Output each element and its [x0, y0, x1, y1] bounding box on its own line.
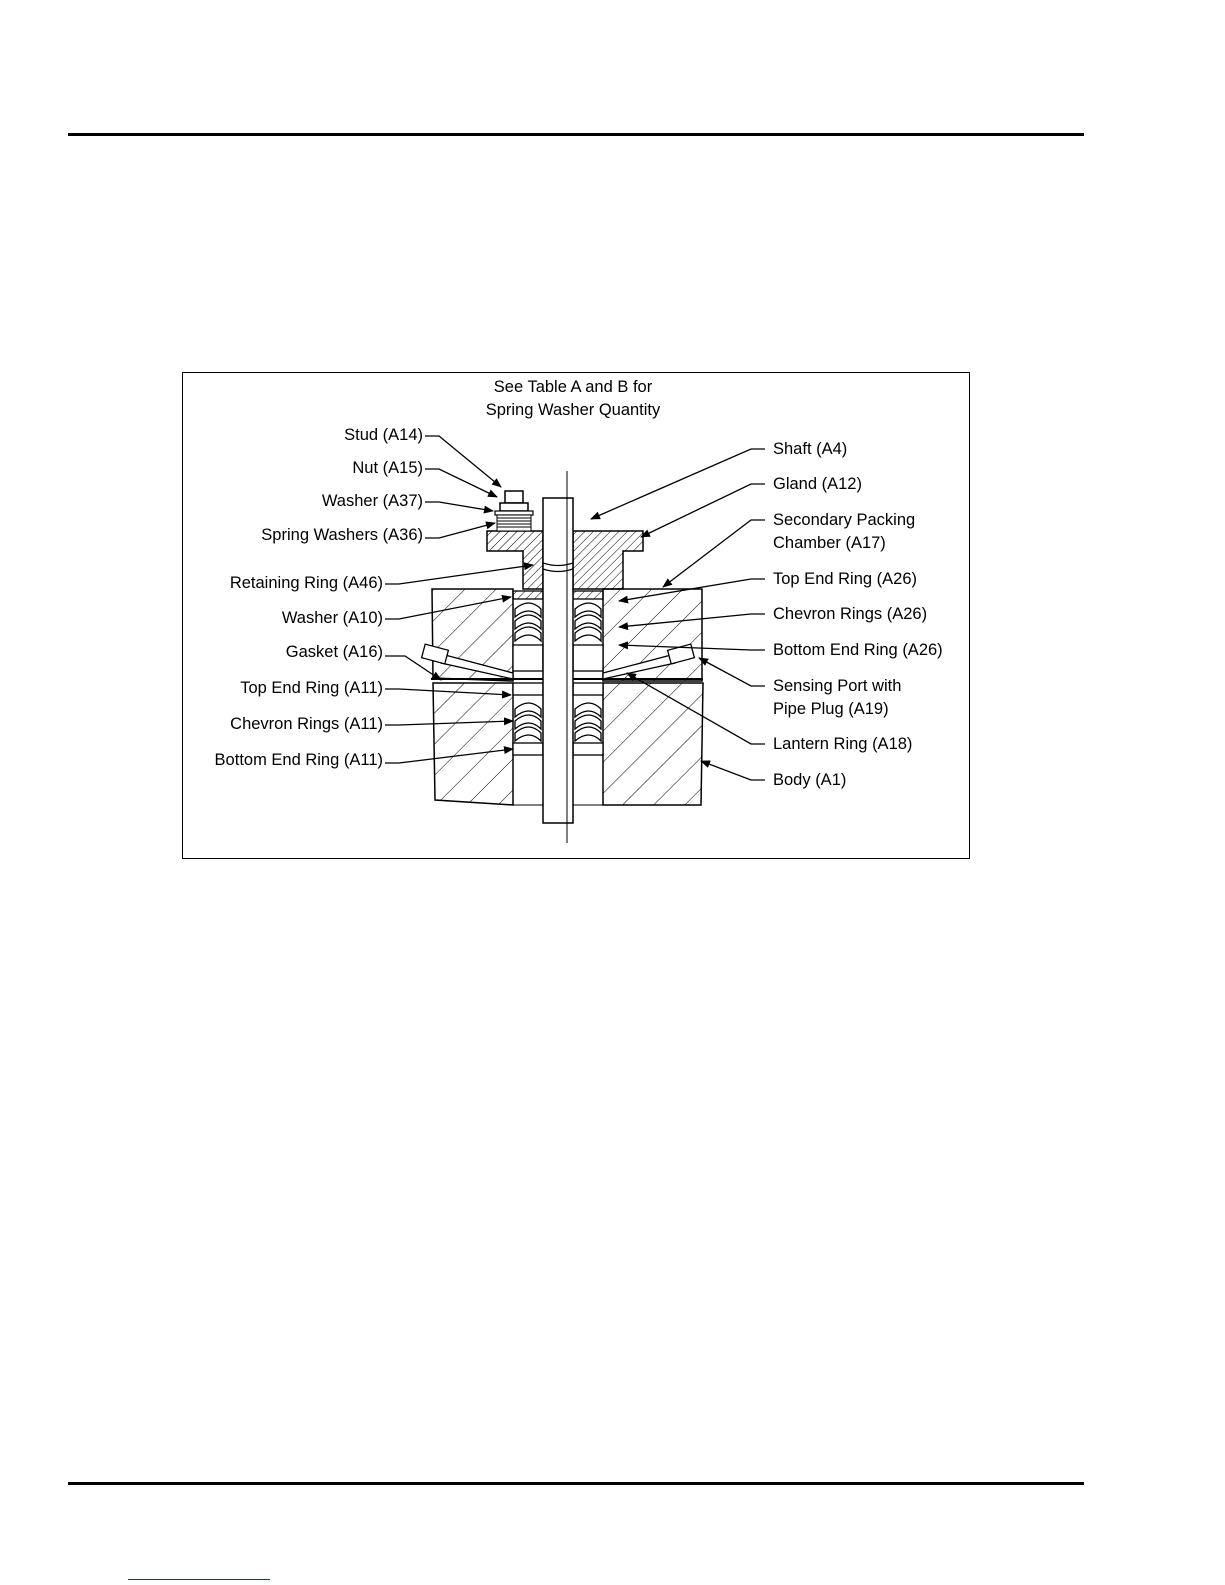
label-secondary-chamber-line2: Chamber (A17): [773, 534, 886, 552]
footer-rule: [68, 1482, 1084, 1485]
label-shaft: Shaft (A4): [773, 440, 848, 458]
footer-link-underline[interactable]: [128, 1579, 270, 1580]
label-bottom-end-ring-a11: Bottom End Ring (A11): [214, 751, 383, 769]
label-bottom-end-ring-a26: Bottom End Ring (A26): [773, 641, 943, 659]
label-top-end-ring-a11: Top End Ring (A11): [240, 679, 383, 697]
label-stud: Stud (A14): [344, 426, 423, 444]
figure-caption: [413, 376, 733, 422]
label-retaining-ring: Retaining Ring (A46): [229, 574, 383, 592]
label-nut: Nut (A15): [352, 459, 423, 477]
header-rule: [68, 133, 1084, 136]
caption-line-2: Spring Washer Quantity: [485, 401, 661, 419]
label-sensing-port-line2: Pipe Plug (A19): [773, 700, 889, 718]
label-gasket: Gasket (A16): [285, 643, 383, 661]
label-lantern-ring: Lantern Ring (A18): [773, 735, 913, 753]
shaft-part: [543, 471, 573, 843]
label-secondary-chamber-line1: Secondary Packing: [773, 511, 916, 529]
caption-line-1: See Table A and B for: [493, 378, 653, 396]
label-body: Body (A1): [773, 771, 847, 789]
packing-assembly-figure: [182, 372, 970, 859]
label-sensing-port-line1: Sensing Port with: [773, 677, 902, 695]
label-gland: Gland (A12): [773, 475, 862, 493]
label-spring-washers: Spring Washers (A36): [261, 526, 423, 544]
label-washer-a37: Washer (A37): [321, 492, 423, 510]
label-chevron-rings-a26: Chevron Rings (A26): [773, 605, 928, 623]
label-washer-a10: Washer (A10): [281, 609, 383, 627]
label-top-end-ring-a26: Top End Ring (A26): [773, 570, 917, 588]
stud-assembly: [495, 491, 533, 531]
label-chevron-rings-a11: Chevron Rings (A11): [230, 715, 383, 733]
